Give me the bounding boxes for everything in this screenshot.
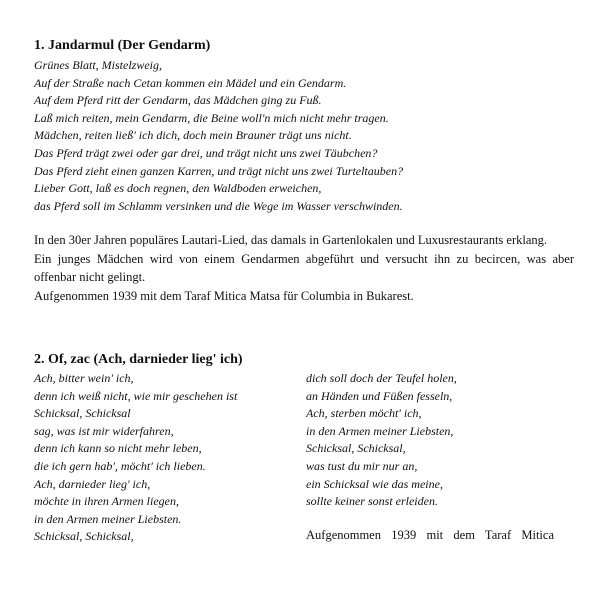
lyric-line: Schicksal, Schicksal, — [34, 529, 134, 544]
lyric-line: denn ich kann so nicht mehr leben, — [34, 441, 202, 456]
description-line: Ein junges Mädchen wird von einem Gendarmen abgeführt und versucht ihn zu becircen, was aber — [34, 251, 574, 266]
lyric-line: Laß mich reiten, mein Gendarm, die Beine woll'n mich nicht mehr tragen. — [34, 110, 389, 125]
song-1-title: 1. Jandarmul (Der Gendarm) — [34, 38, 211, 53]
lyric-line: Schicksal, Schicksal, — [306, 441, 406, 456]
lyric-line: möchte in ihren Armen liegen, — [34, 494, 179, 509]
lyric-line: Auf dem Pferd ritt der Gendarm, das Mädchen ging zu Fuß. — [34, 93, 322, 108]
lyric-line: Ach, bitter wein' ich, — [34, 371, 134, 385]
lyric-line: in den Armen meiner Liebsten, — [306, 423, 454, 438]
lyric-line: sag, was ist mir widerfahren, — [34, 423, 174, 438]
song-2-title: 2. Of, zac (Ach, darnieder lieg' ich) — [34, 352, 243, 367]
lyric-line: Das Pferd zieht einen ganzen Karren, und trägt nicht uns zwei Turteltauben? — [34, 163, 404, 178]
lyric-line: ein Schicksal wie das meine, — [306, 476, 443, 491]
description-line: offenbar nicht gelingt. — [34, 270, 146, 285]
lyric-line: Das Pferd trägt zwei oder gar drei, und trägt nicht uns zwei Täubchen? — [34, 145, 378, 160]
song-1-lyrics — [34, 57, 403, 215]
lyric-line: Mädchen, reiten ließ' ich dich, doch mein Brauner trägt uns nicht. — [34, 128, 352, 143]
description-line: In den 30er Jahren populäres Lautari-Lied, das damals in Gartenlokalen und Luxusrestaurants erklang. — [34, 233, 548, 247]
lyric-line: Ach, darnieder lieg' ich, — [34, 476, 151, 491]
lyric-line: die ich gern hab', möcht' ich lieben. — [34, 458, 206, 473]
song-2-lyrics-right — [306, 370, 457, 511]
song-2-lyrics-left — [34, 370, 237, 546]
description-line: Aufgenommen 1939 mit dem Taraf Mitica Matsa für Columbia in Bukarest. — [34, 288, 414, 303]
lyric-line: Lieber Gott, laß es doch regnen, den Waldboden erweichen, — [34, 181, 322, 196]
lyric-line: Grünes Blatt, Mistelzweig, — [34, 58, 162, 72]
lyric-line: Ach, sterben möcht' ich, — [306, 406, 422, 421]
lyric-line: das Pferd soll im Schlamm versinken und die Wege im Wasser verschwinden. — [34, 198, 403, 213]
lyric-line: was tust du mir nur an, — [306, 458, 418, 473]
song-2-recording-note — [306, 526, 554, 545]
song-1-description — [34, 231, 574, 305]
lyric-line: denn ich weiß nicht, wie mir geschehen ist — [34, 388, 238, 403]
lyric-line: Schicksal, Schicksal — [34, 406, 131, 421]
lyric-line: in den Armen meiner Liebsten. — [34, 511, 182, 526]
lyric-line: Auf der Straße nach Cetan kommen ein Mädel und ein Gendarm. — [34, 75, 347, 90]
lyric-line: sollte keiner sonst erleiden. — [306, 494, 438, 509]
lyric-line: dich soll doch der Teufel holen, — [306, 371, 457, 385]
description-line: Aufgenommen 1939 mit dem Taraf Mitica — [306, 528, 554, 542]
lyric-line: an Händen und Füßen fesseln, — [306, 388, 453, 403]
